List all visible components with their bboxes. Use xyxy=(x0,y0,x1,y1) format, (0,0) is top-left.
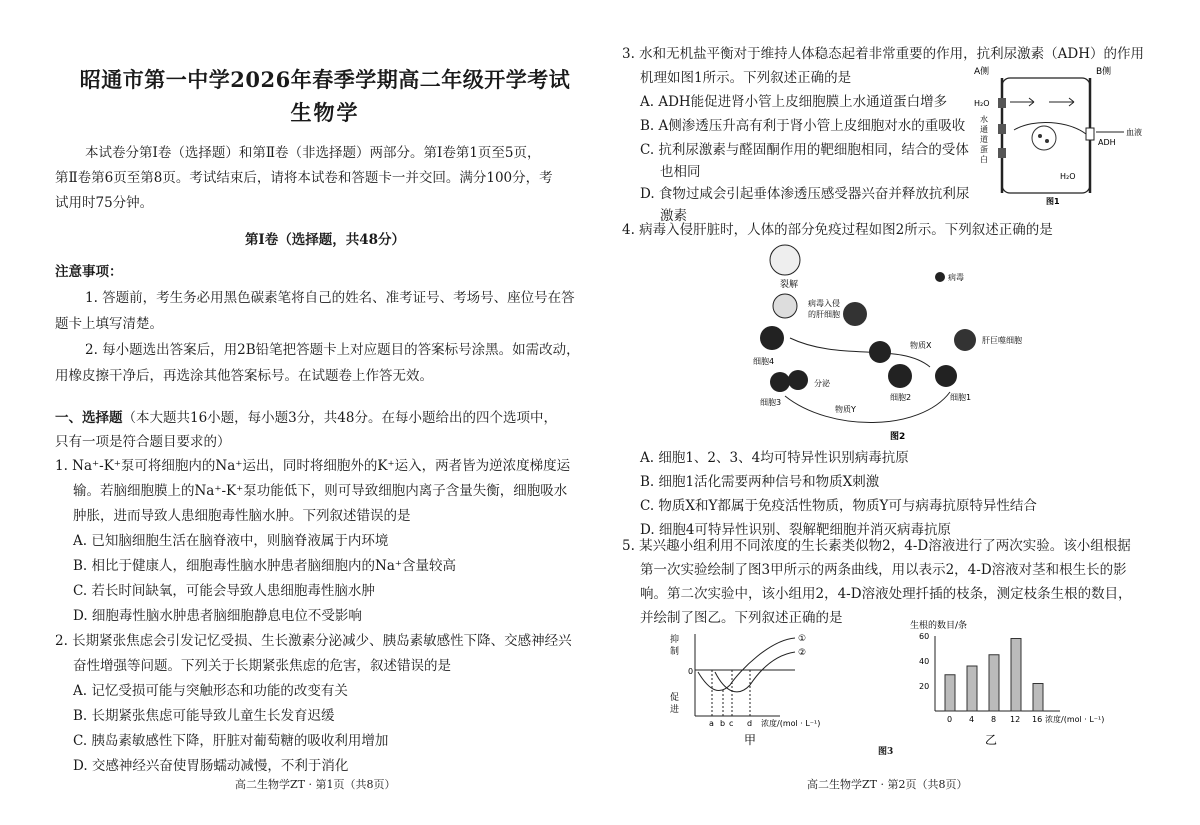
q2-option-c: C. 胰岛素敏感性下降，肝脏对葡萄糖的吸收利用增加 xyxy=(73,733,389,749)
fig2-secrete-label: 分泌 xyxy=(814,379,830,388)
fig1-b-side-label: B侧 xyxy=(1096,67,1112,77)
q3-option-d-2: 激素 xyxy=(660,208,687,224)
fig2-cell-3-label: 细胞3 xyxy=(760,398,782,407)
fig3a-tick-b: b xyxy=(720,719,726,728)
intro-line-2: 第Ⅱ卷第6页至第8页。考试结束后，请将本试卷和答题卡一并交回。满分100分，考 xyxy=(55,170,553,186)
q4-stem: 4. 病毒入侵肝脏时，人体的部分免疫过程如图2所示。下列叙述正确的是 xyxy=(622,222,1053,238)
fig1-h2o-label: H₂O xyxy=(974,99,990,108)
q3-option-b: B. A侧渗透压升高有利于肾小管上皮细胞对水的重吸收 xyxy=(640,118,966,134)
chart-y-tick-40: 40 xyxy=(919,657,930,666)
intro-line-3: 试用时75分钟。 xyxy=(55,195,154,211)
fig1-channel-char-3: 道 xyxy=(980,135,988,144)
fig3a-tick-c: c xyxy=(729,719,734,728)
fig1-blood-label: 血液 xyxy=(1126,128,1142,137)
fig1-adh-label: ADH xyxy=(1098,138,1116,147)
fig1-channel-char-2: 通 xyxy=(980,125,988,134)
fig3a-zero-label: 0 xyxy=(688,667,694,676)
fig3a-inhibit-label-2: 制 xyxy=(670,647,680,657)
fig1-signal-arrow xyxy=(1014,122,1086,134)
q2-option-b: B. 长期紧张焦虑可能导致儿童生长发育迟缓 xyxy=(73,708,335,724)
page-2 xyxy=(622,0,1162,825)
fig2-substance-x-label: 物质X xyxy=(910,341,932,350)
fig2-kupffer-cell-1 xyxy=(843,302,867,326)
fig1-water-arrow xyxy=(1010,98,1034,106)
fig1-vesicle-aquaporin xyxy=(1038,134,1042,138)
fig3a-tick-d: d xyxy=(747,719,753,728)
fig1-tubule-cell xyxy=(1002,78,1090,193)
q1-option-c: C. 若长时间缺氧，可能会导致人患细胞毒性脑水肿 xyxy=(73,583,375,599)
q1-option-b: B. 相比于健康人，细胞毒性脑水肿患者脑细胞内的Na⁺含量较高 xyxy=(73,558,456,574)
chart-x-axis-label: 浓度/(mol · L⁻¹) xyxy=(1045,715,1105,724)
q3-option-c-1: C. 抗利尿激素与醛固酮作用的靶细胞相同，结合的受体 xyxy=(640,142,969,158)
fig2-infected-label-2: 的肝细胞 xyxy=(808,310,840,319)
q5-stem-4: 并绘制了图乙。下列叙述正确的是 xyxy=(640,610,843,626)
fig3a-inhibit-label-1: 抑 xyxy=(670,635,680,645)
q1-stem-2: 输。若脑细胞膜上的Na⁺-K⁺泵功能低下，则可导致细胞内离子含量失衡，细胞吸水 xyxy=(73,483,568,499)
chart-bar-0 xyxy=(945,675,955,711)
fig1-a-side-label: A侧 xyxy=(974,67,990,77)
figure-2-immune-process xyxy=(750,242,1040,442)
notice-item-2b: 用橡皮擦干净后，再选涂其他答案标号。在试题卷上作答无效。 xyxy=(55,368,433,384)
fig3a-tick-a: a xyxy=(709,719,714,728)
chart-x-tick-8: 8 xyxy=(991,715,997,724)
fig2-caption: 图2 xyxy=(890,432,906,442)
q3-stem-2: 机理如图1所示。下列叙述正确的是 xyxy=(640,70,852,86)
exam-title: 昭通市第一中学2026年春季学期高二年级开学考试 xyxy=(79,67,571,92)
chart-x-tick-16: 16 xyxy=(1032,715,1043,724)
q1-stem-1: 1. Na⁺-K⁺泵可将细胞内的Na⁺运出，同时将细胞外的K⁺运入，两者皆为逆浓度梯度运 xyxy=(55,458,571,474)
fig3-caption: 图3 xyxy=(878,747,894,757)
fig2-cell-2-label: 细胞2 xyxy=(890,393,912,402)
fig1-aquaporin-1 xyxy=(998,98,1006,108)
fig3a-promote-label-2: 进 xyxy=(670,705,680,715)
fig2-virus-icon xyxy=(935,272,945,282)
q2-option-a: A. 记忆受损可能与突触形态和功能的改变有关 xyxy=(73,683,348,699)
q5-stem-3: 响。第二次实验中，该小组用2，4-D溶液处理扦插的枝条，测定枝条生根的数目， xyxy=(640,586,1132,602)
chart-y-axis-label: 生根的数目/条 xyxy=(910,621,968,631)
q2-option-d: D. 交感神经兴奋使胃肠蠕动减慢，不利于消化 xyxy=(73,758,349,774)
q2-stem-2: 奋性增强等问题。下列关于长期紧张焦虑的危害，叙述错误的是 xyxy=(73,658,451,674)
q4-option-b: B. 细胞1活化需要两种信号和物质X刺激 xyxy=(640,474,880,490)
fig1-channel-char-1: 水 xyxy=(980,115,988,124)
part-1-heading: 第Ⅰ卷（选择题，共48分） xyxy=(244,232,406,248)
section-1-desc: （本大题共16小题，每小题3分，共48分。在每小题给出的四个选项中， xyxy=(122,410,557,426)
page-1 xyxy=(55,0,615,825)
fig1-aquaporin-3 xyxy=(998,148,1006,158)
fig2-cell-1 xyxy=(935,365,957,387)
q3-stem-1: 3. 水和无机盐平衡对于维持人体稳态起着非常重要的作用，抗利尿激素（ADH）的作用 xyxy=(622,46,1145,62)
figure-3b-bar-chart xyxy=(880,616,1105,756)
fig2-cell-1-label: 细胞1 xyxy=(950,393,972,402)
fig2-activation-arrow xyxy=(790,338,930,367)
fig1-water-arrow-2 xyxy=(1049,98,1074,106)
fig2-lyse-label: 裂解 xyxy=(780,280,799,290)
page-footer-right: 高二生物学ZT · 第2页（共8页） xyxy=(807,778,968,791)
fig2-infected-label-1: 病毒入侵 xyxy=(808,299,840,308)
q3-option-a: A. ADH能促进肾小管上皮细胞膜上水通道蛋白增多 xyxy=(640,94,948,110)
q2-stem-1: 2. 长期紧张焦虑会引发记忆受损、生长激素分泌减少、胰岛素敏感性下降、交感神经兴 xyxy=(55,633,572,649)
section-1-desc-2: 只有一项是符合题目要求的） xyxy=(55,434,231,450)
fig2-cell-4-label: 细胞4 xyxy=(753,357,775,366)
fig2-feedback-arrow xyxy=(785,392,950,423)
notice-item-1a: 1. 答题前，考生务必用黑色碳素笔将自己的姓名、准考证号、考场号、座位号在答 xyxy=(85,290,575,306)
notice-title: 注意事项： xyxy=(55,264,123,280)
chart-x-tick-0: 0 xyxy=(947,715,953,724)
q5-stem-1: 5. 某兴趣小组利用不同浓度的生长素类似物2，4-D溶液进行了两次实验。该小组根据 xyxy=(622,538,1131,554)
fig3a-curve-2-label: ② xyxy=(798,648,807,658)
q4-option-a: A. 细胞1、2、3、4均可特异性识别病毒抗原 xyxy=(640,450,909,466)
q1-stem-3: 肿胀，进而导致人患细胞毒性脑水肿。下列叙述错误的是 xyxy=(73,508,411,524)
fig2-cell-3-b xyxy=(788,370,808,390)
figure-1-adh-mechanism xyxy=(974,66,1159,206)
fig2-target-cell-lysed xyxy=(770,245,800,275)
fig1-aquaporin-2 xyxy=(998,124,1006,134)
chart-bar-12 xyxy=(1011,639,1021,712)
fig2-virus-label: 病毒 xyxy=(948,273,964,282)
fig3a-curve-1 xyxy=(698,638,795,691)
fig2-infected-liver-cell xyxy=(773,294,797,318)
fig1-adh-receptor xyxy=(1086,128,1094,140)
chart-bar-8 xyxy=(989,655,999,711)
q4-option-d: D. 细胞4可特异性识别、裂解靶细胞并消灭病毒抗原 xyxy=(640,522,952,538)
exam-subject: 生物学 xyxy=(290,100,360,125)
fig1-channel-char-5: 白 xyxy=(980,155,988,164)
fig3a-promote-label-1: 促 xyxy=(670,693,680,703)
fig2-kupffer-cell-2 xyxy=(954,329,976,351)
chart-x-tick-4: 4 xyxy=(969,715,975,724)
chart-y-tick-20: 20 xyxy=(919,682,930,691)
fig1-channel-char-4: 蛋 xyxy=(980,145,988,154)
q3-option-c-2: 也相同 xyxy=(660,164,701,180)
chart-x-tick-12: 12 xyxy=(1010,715,1021,724)
fig2-kupffer-label: 肝巨噬细胞 xyxy=(982,336,1022,345)
page-footer-left: 高二生物学ZT · 第1页（共8页） xyxy=(235,778,396,791)
q3-option-d-1: D. 食物过咸会引起垂体渗透压感受器兴奋并释放抗利尿 xyxy=(640,186,970,202)
fig1-h2o-bottom-label: H₂O xyxy=(1060,172,1076,181)
fig1-vesicle xyxy=(1032,126,1056,150)
chart-y-tick-60: 60 xyxy=(919,632,930,641)
q4-option-c: C. 物质X和Y都属于免疫活性物质，物质Y可与病毒抗原特异性结合 xyxy=(640,498,1037,514)
fig2-cell-3-a xyxy=(770,372,790,392)
chart-label: 乙 xyxy=(985,733,998,747)
fig3a-label: 甲 xyxy=(744,733,757,747)
fig2-cell-4 xyxy=(760,326,784,350)
chart-bar-4 xyxy=(967,666,977,711)
chart-bar-16 xyxy=(1033,684,1043,712)
fig2-substance-y-label: 物质Y xyxy=(835,405,856,414)
q1-option-d: D. 细胞毒性脑水肿患者脑细胞静息电位不受影响 xyxy=(73,608,362,624)
fig3a-x-label: 浓度/(mol · L⁻¹) xyxy=(761,719,821,728)
fig1-caption: 图1 xyxy=(1046,197,1060,206)
section-1-title: 一、选择题 xyxy=(55,410,123,426)
notice-item-1b: 题卡上填写清楚。 xyxy=(55,316,163,332)
q1-option-a: A. 已知脑细胞生活在脑脊液中，则脑脊液属于内环境 xyxy=(73,533,389,549)
fig1-vesicle-aquaporin-2 xyxy=(1045,139,1049,143)
fig3a-curve-1-label: ① xyxy=(798,634,807,644)
figure-3a-curves xyxy=(660,630,860,754)
q5-stem-2: 第一次实验绘制了图3甲所示的两条曲线，用以表示2，4-D溶液对茎和根生长的影 xyxy=(640,562,1127,578)
notice-item-2a: 2. 每小题选出答案后，用2B铅笔把答题卡上对应题目的答案标号涂黑。如需改动， xyxy=(85,342,580,358)
intro-line-1: 本试卷分第Ⅰ卷（选择题）和第Ⅱ卷（非选择题）两部分。第Ⅰ卷第1页至5页， xyxy=(85,145,541,161)
fig2-cell-2-b xyxy=(888,364,912,388)
